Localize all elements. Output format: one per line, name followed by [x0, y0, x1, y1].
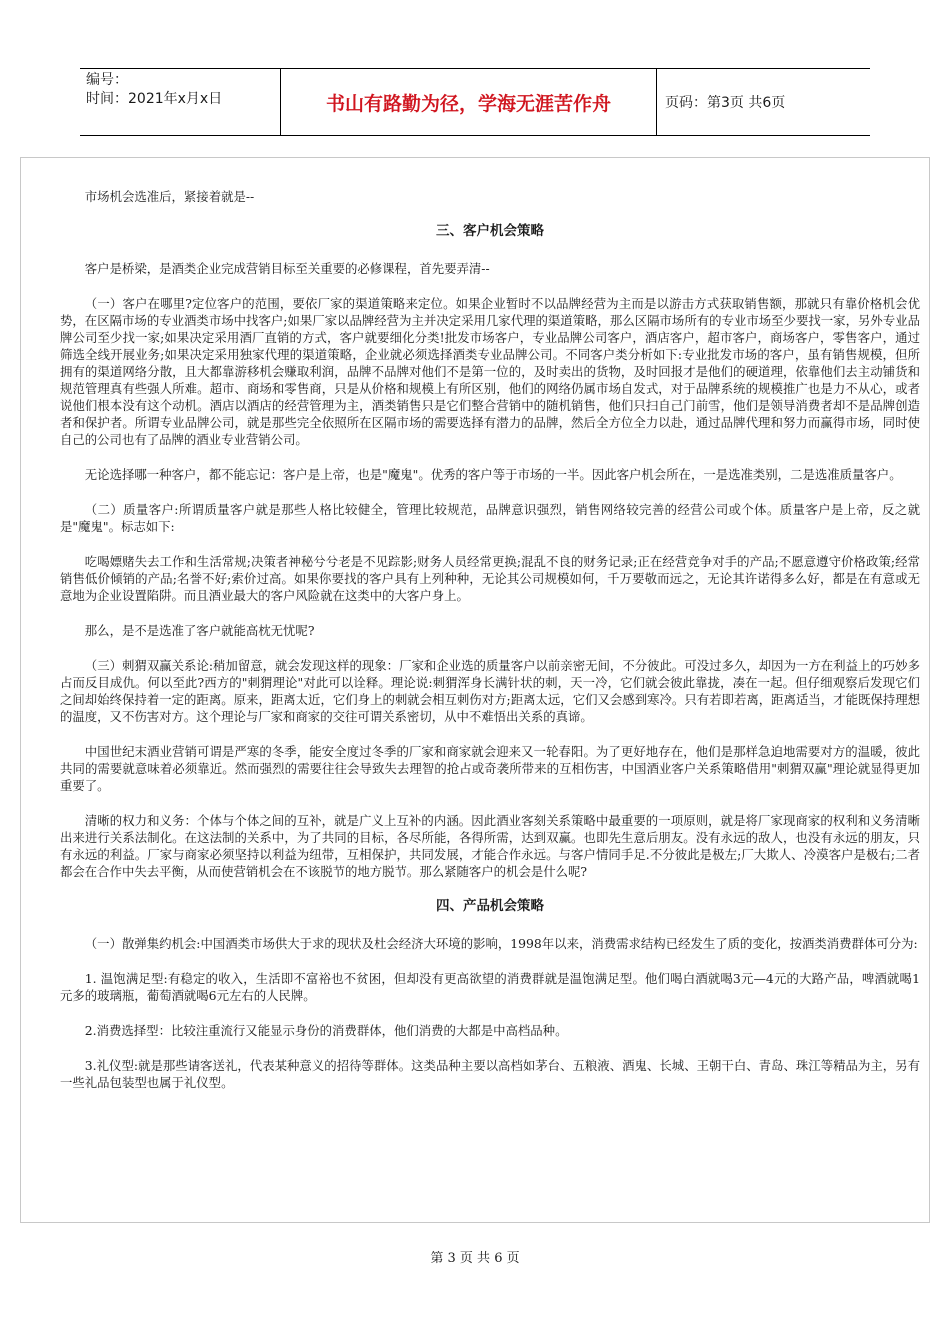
paragraph: （一）客户在哪里?定位客户的范围，要依厂家的渠道策略来定位。如果企业暂时不以品牌经营为主而是以游击方式获取销售额，那就只有靠价格机会优势，在区隔市场的专业酒类市场中找客户;如果厂家以品牌经营为主并决定采用几家代理的渠道策略，那么区隔市场所有的专业市场至少要找一家，另外专业品牌公司至少找一家;如果决定采用酒厂直销的方式，客户就要细化分类!批发市场客户，专业品牌公司客户，酒店客户，超市客户，商场客户，零售客户，通过筛选全线开展业务;如果决定采用独家代理的渠道策略，企业就必须选择酒类专业品牌公司。不同客户类分析如下:专业批发市场的客户，虽有销售规模，但所拥有的渠道网络分散，且大都靠游移机会赚取利润，品牌不品牌对他们不是第一位的，及时卖出的货物，及时回报才是他们的硬道理，依靠他们去主动铺货和规范管理真有些强人所难。超市、商场和零售商，只是从价格和规模上有所区别，他们的网络仍属市场自发式，对于品牌系统的规模推广也是力不从心，或者说他们根本没有这个动机。酒店以酒店的经营管理为主，酒类销售只是它们整合营销中的随机销售，他们只扫自己门前雪，他们是领导消费者却不是品牌创造者和保护者。所谓专业品牌公司，就是那些完全依照所在区隔市场的需要选择有潜力的品牌，然后全方位全力以赴，通过品牌代理和努力而赢得市场，同时使自己的公司也有了品牌的酒业专业营销公司。 — [60, 296, 920, 447]
header-motto: 书山有路勤为径，学海无涯苦作舟 — [281, 69, 657, 135]
paragraph: 无论选择哪一种客户，都不能忘记：客户是上帝，也是"魔鬼"。优秀的客户等于市场的一半。因此客户机会所在，一是选准类别，二是选准质量客户。 — [84, 467, 902, 482]
paragraph: 那么，是不是选准了客户就能高枕无忧呢? — [84, 623, 315, 638]
paragraph: 3.礼仪型:就是那些请客送礼，代表某种意义的招待等群体。这类品种主要以高档如茅台、五粮液、酒鬼、长城、王朝干白、青岛、珠江等精品为主，另有一些礼品包装型也属于礼仪型。 — [60, 1058, 920, 1090]
document-number: 编号： — [86, 72, 128, 88]
paragraph: 吃喝嫖赌失去工作和生活常规;决策者神秘兮兮老是不见踪影;财务人员经常更换;混乱不良的财务记录;正在经营竞争对手的产品;不愿意遵守价格政策;经常销售低价倾销的产品;名誉不好;索价过高。如果你要找的客户具有上列种种，无论其公司规模如何，千万要敬而远之，无论其许诺得多么好，都是在有意或无意地为企业设置陷阱。而且酒业最大的客户风险就在这类中的大客户身上。 — [60, 554, 920, 603]
document-date: 时间：2021年x月x日 — [86, 91, 223, 107]
document-body — [60, 188, 920, 1109]
paragraph: （二）质量客户:所谓质量客户就是那些人格比较健全，管理比较规范，品牌意识强烈，销售网络较完善的经营公司或个体。质量客户是上帝，反之就是"魔鬼"。标志如下: — [60, 502, 920, 534]
paragraph: 1. 温饱满足型:有稳定的收入，生活即不富裕也不贫困，但却没有更高欲望的消费群就是温饱满足型。他们喝白酒就喝3元—4元的大路产品，啤酒就喝1元多的玻璃瓶，葡萄酒就喝6元左右的人民牌。 — [60, 971, 920, 1003]
paragraph: （三）刺猬双赢关系论:稍加留意，就会发现这样的现象：厂家和企业选的质量客户以前亲密无间，不分彼此。可没过多久，却因为一方在利益上的巧妙多占而反目成仇。何以至此?西方的"刺猬理论"对此可以诠释。理论说:刺猬浑身长满针状的刺，天一冷，它们就会彼此靠拢，凑在一起。但仔细观察后发现它们之间却始终保持着一定的距离。原来，距离太近，它们身上的刺就会相互刺伤对方;距离太远，它们又会感到寒冷。只有若即若离，距离适当，才能既保持理想的温度，又不伤害对方。这个理论与厂家和商家的交往可谓关系密切，从中不难悟出关系的真谛。 — [60, 658, 920, 724]
page-header — [80, 68, 870, 136]
paragraph: 中国世纪末酒业营销可谓是严寒的冬季，能安全度过冬季的厂家和商家就会迎来又一轮春阳。为了更好地存在，他们是那样急迫地需要对方的温暖，彼此共同的需要就意味着必须靠近。然而强烈的需要往往会导致失去理智的抢占或奇袭所带来的互相伤害，中国酒业客户关系策略借用"刺猬双赢"理论就显得更加重要了。 — [60, 744, 920, 793]
paragraph: 市场机会选准后，紧接着就是-- — [84, 189, 255, 204]
paragraph: 清晰的权力和义务：个体与个体之间的互补，就是广义上互补的内涵。因此酒业客刻关系策略中最重要的一项原则，就是将厂家现商家的权利和义务清晰出来进行关系法制化。在这法制的关系中，为了共同的目标，各尽所能，各得所需，达到双赢。也即先生意后朋友。没有永远的敌人，也没有永远的朋友，只有永远的利益。厂家与商家必须坚持以利益为纽带，互相保护，共同发展，才能合作永远。与客户情同手足.不分彼此是极左;厂大欺人、冷漠客户是极右;二者都会在合作中失去平衡，从而使营销机会在不该脱节的地方脱节。那么紧随客户的机会是什么呢? — [60, 813, 920, 879]
page-footer: 第 3 页 共 6 页 — [430, 1251, 520, 1266]
paragraph: 客户是桥梁，是酒类企业完成营销目标至关重要的必修课程，首先要弄清-- — [84, 261, 490, 276]
header-meta — [80, 69, 281, 135]
section-heading-product: 四、产品机会策略 — [436, 898, 544, 914]
header-page-number: 页码：第3页 共6页 — [665, 95, 786, 111]
paragraph: （一）散弹集约机会:中国酒类市场供大于求的现状及杜会经济大环境的影响，1998年以来，消费需求结构已经发生了质的变化，按酒类消费群体可分为: — [84, 936, 918, 951]
section-heading-customer: 三、客户机会策略 — [436, 223, 544, 239]
paragraph: 2.消费选择型：比较注重流行又能显示身份的消费群体，他们消费的大都是中高档品种。 — [84, 1023, 568, 1038]
